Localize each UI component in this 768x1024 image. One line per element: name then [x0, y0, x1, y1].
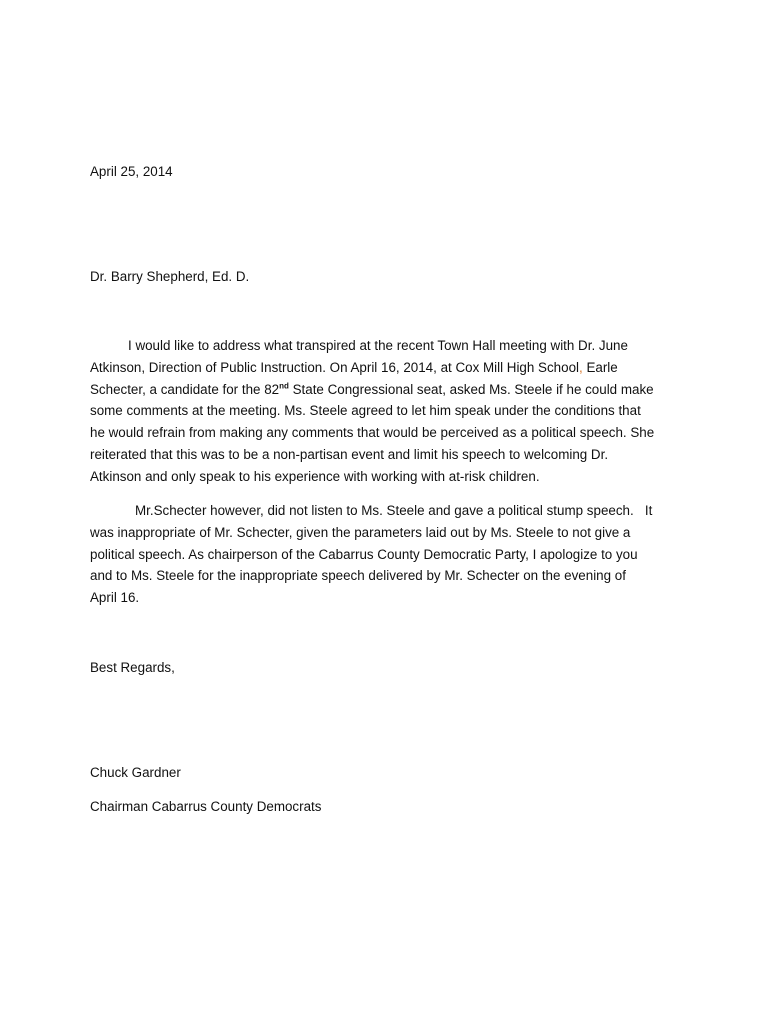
- paragraph-line: and to Ms. Steele for the inappropriate speech delivered by Mr. Schecter on the evening of: [90, 568, 626, 584]
- paragraph-line: reiterated that this was to be a non-partisan event and limit his speech to welcoming Dr.: [90, 446, 609, 462]
- paragraph-line-segment: Atkinson, Direction of Public Instruction. On April 16, 2014, at Cox Mill High School: [90, 359, 579, 375]
- paragraph-line: Mr.Schecter however, did not listen to Ms. Steele and gave a political stump speech. It: [135, 503, 653, 518]
- paragraph-line: [90, 357, 680, 379]
- signature-title: Chairman Cabarrus County Democrats: [90, 799, 322, 814]
- paragraph-line: I would like to address what transpired at the recent Town Hall meeting with Dr. June: [128, 338, 628, 353]
- paragraph-line: April 16.: [90, 590, 140, 606]
- paragraph-line-segment: Schecter, a candidate for the 82: [90, 381, 280, 397]
- signature-name: Chuck Gardner: [90, 765, 181, 780]
- ordinal-superscript: nd: [279, 381, 289, 391]
- paragraph-line: [90, 379, 680, 401]
- paragraph-line: political speech. As chairperson of the Cabarrus County Democratic Party, I apologize to you: [90, 546, 638, 562]
- body-paragraph-2: [90, 500, 680, 609]
- letter-closing: Best Regards,: [90, 660, 175, 675]
- paragraph-line: some comments at the meeting. Ms. Steele agreed to let him speak under the conditions that: [90, 403, 641, 419]
- paragraph-line: he would refrain from making any comments that would be perceived as a political speech. She: [90, 425, 655, 441]
- paragraph-line: was inappropriate of Mr. Schecter, given the parameters laid out by Ms. Steele to not give a: [90, 524, 631, 540]
- body-paragraph-1: [90, 335, 680, 488]
- highlighted-comma: ,: [579, 359, 583, 375]
- paragraph-line: Atkinson and only speak to his experience with working with at-risk children.: [90, 468, 540, 484]
- paragraph-line-segment: Earle: [582, 359, 618, 375]
- paragraph-line-segment: State Congressional seat, asked Ms. Steele if he could make: [288, 381, 654, 397]
- letter-date: April 25, 2014: [90, 164, 173, 179]
- letter-recipient: Dr. Barry Shepherd, Ed. D.: [90, 269, 250, 284]
